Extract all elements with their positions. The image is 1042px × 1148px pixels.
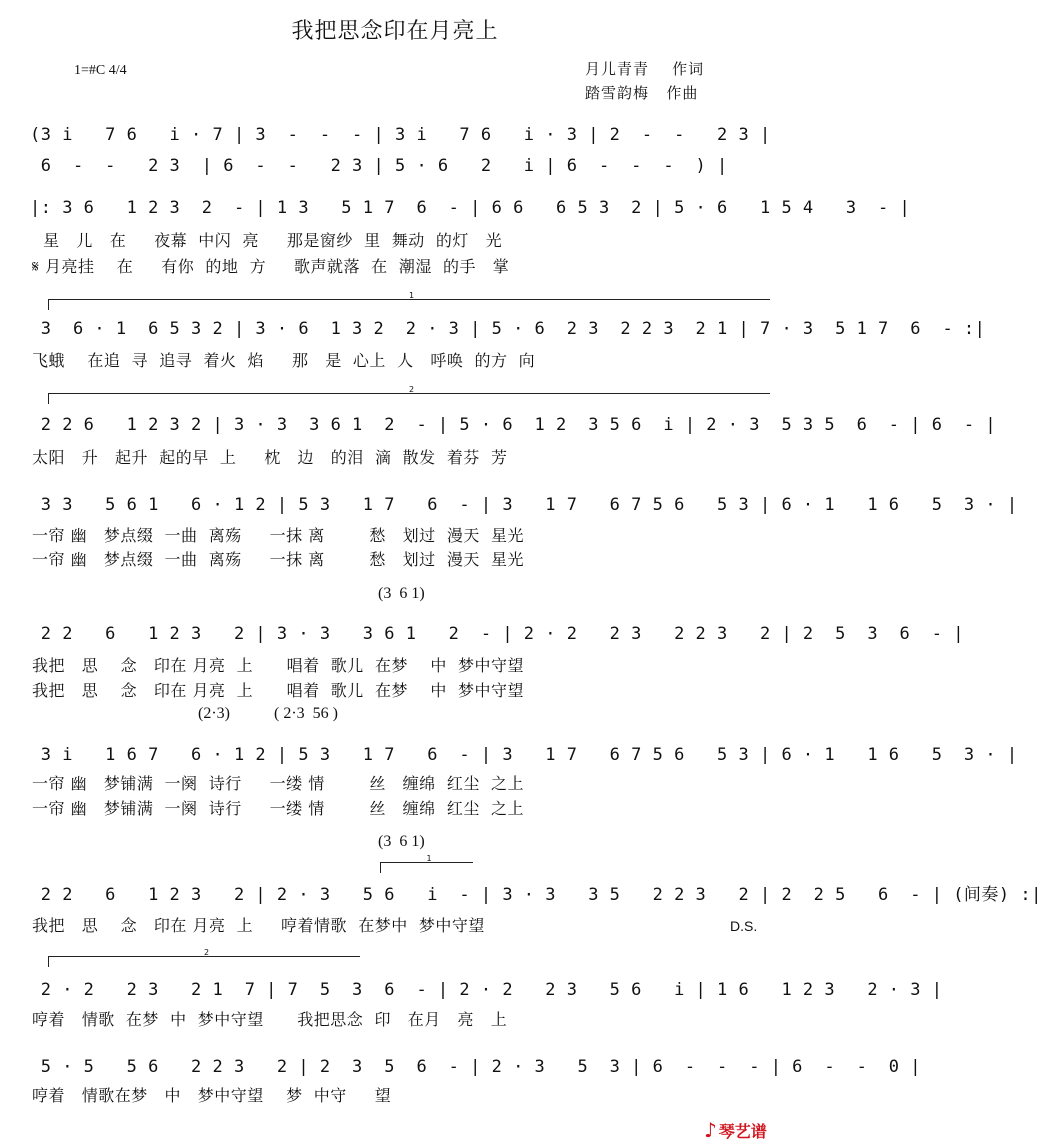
notation: |: 3 6 1 2 3 2 - | 1 3 5 1 7 6 - | 6 6 6 5 3 2 | 5 · 6 1 5 4 3 - | [30,198,911,218]
notation: 3 3 5 6 1 6 · 1 2 | 5 3 1 7 6 - | 3 1 7 6 7 5 6 5 3 | 6 · 1 1 6 5 3 · | [30,495,1018,515]
lyric-line: 飞蛾 在追 寻 追寻 着火 焰 那 是 心上 人 呼唤 的方 向 [32,351,536,370]
alternate-notes: (3 6 1) [378,585,425,602]
notation: 2 2 6 1 2 3 2 | 2 · 3 5 6 i - | 3 · 3 3 5 2 2 3 2 | 2 2 5 6 - | (间奏) :| [30,885,1042,905]
notation: (3 i 7 6 i · 7 | 3 - - - | 3 i 7 6 i · 3 | 2 - - 2 3 | [30,125,771,145]
volta-bracket-2b: 2 [48,956,360,967]
notation: 6 - - 2 3 | 6 - - 2 3 | 5 · 6 2 i | 6 - - - ) | [30,156,728,176]
site-logo [704,1118,767,1142]
notation: 2 2 6 1 2 3 2 | 3 · 3 3 6 1 2 - | 5 · 6 1 2 3 5 6 i | 2 · 3 5 3 5 6 - | 6 - | [30,415,997,435]
volta-bracket-1: 1 [48,299,770,310]
key-signature: 1=#C 4/4 [74,63,127,78]
score-line-10 [30,975,943,1005]
lyric-line: 哼着 情歌在梦 中 梦中守望 梦 中守 望 [32,1086,392,1105]
lyric-line: 一帘 幽 梦铺满 一阕 诗行 一缕 情 丝 缠绵 红尘 之上 [32,799,524,818]
lyric-line: 星 儿 在 夜幕 中闪 亮 那是窗纱 里 舞动 的灯 光 [32,231,503,250]
logo-text: 琴艺谱 [718,1121,767,1141]
lyric-line: 太阳 升 起升 起的早 上 枕 边 的泪 滴 散发 着芬 芳 [32,448,508,467]
music-note-logo-icon: ♪ [704,1118,717,1142]
lyric-line: 我把 思 念 印在 月亮 上 唱着 歌儿 在梦 中 梦中守望 [32,681,524,700]
score-line-1 [30,120,770,150]
score-line-8 [30,740,1018,770]
composer-role: 作曲 [666,84,699,102]
lyric-line: 哼着 情歌 在梦 中 梦中守望 我把思念 印 在月 亮 上 [32,1010,508,1029]
score-line-6 [30,490,1018,520]
score-line-9 [30,880,1042,910]
lyricist-name: 月儿青青 [585,60,650,78]
composer-name: 踏雪韵梅 [585,84,650,102]
notation: 3 i 1 6 7 6 · 1 2 | 5 3 1 7 6 - | 3 1 7 6 7 5 6 5 3 | 6 · 1 1 6 5 3 · | [30,745,1018,765]
score-line-7 [30,619,964,649]
lyric-line: 我把 思 念 印在 月亮 上 唱着 歌儿 在梦 中 梦中守望 [32,656,524,675]
notation: 5 · 5 5 6 2 2 3 2 | 2 3 5 6 - | 2 · 3 5 3 | 6 - - - | 6 - - 0 | [30,1057,921,1077]
notation: 2 · 2 2 3 2 1 7 | 7 5 3 6 - | 2 · 2 2 3 5 6 i | 1 6 1 2 3 2 · 3 | [30,980,943,1000]
composer-credit [585,82,698,103]
volta-bracket-2: 2 [48,393,770,404]
lyric-line: 我把 思 念 印在 月亮 上 哼着情歌 在梦中 梦中守望 [32,916,485,935]
lyricist-role: 作词 [672,60,705,78]
lyric-line: 一帘 幽 梦点缀 一曲 离殇 一抹 离 愁 划过 漫天 星光 [32,550,524,569]
score-line-4 [30,314,986,344]
song-title: 我把思念印在月亮上 [291,19,499,44]
alternate-notes: (2·3) ( 2·3 56 ) [198,705,338,722]
volta-bracket-1b: 1 [380,862,473,873]
alternate-notes: (3 6 1) [378,833,425,850]
score-line-2 [30,151,770,181]
score-line-5 [30,410,997,440]
lyricist-credit [585,58,704,79]
notation: 3 6 · 1 6 5 3 2 | 3 · 6 1 3 2 2 · 3 | 5 · 6 2 3 2 2 3 2 1 | 7 · 3 5 1 7 6 - :| [30,319,986,339]
lyric-line: 一帘 幽 梦点缀 一曲 离殇 一抹 离 愁 划过 漫天 星光 [32,526,524,545]
score-line-3 [30,193,911,223]
lyric-line: 𝄋 月亮挂 在 有你 的地 方 歌声就落 在 潮湿 的手 掌 [32,257,510,276]
dal-segno-mark: D.S. [730,918,758,934]
lyric-line: 一帘 幽 梦铺满 一阕 诗行 一缕 情 丝 缠绵 红尘 之上 [32,774,524,793]
score-line-11 [30,1052,921,1082]
notation: 2 2 6 1 2 3 2 | 3 · 3 3 6 1 2 - | 2 · 2 2 3 2 2 3 2 | 2 5 3 6 - | [30,624,964,644]
